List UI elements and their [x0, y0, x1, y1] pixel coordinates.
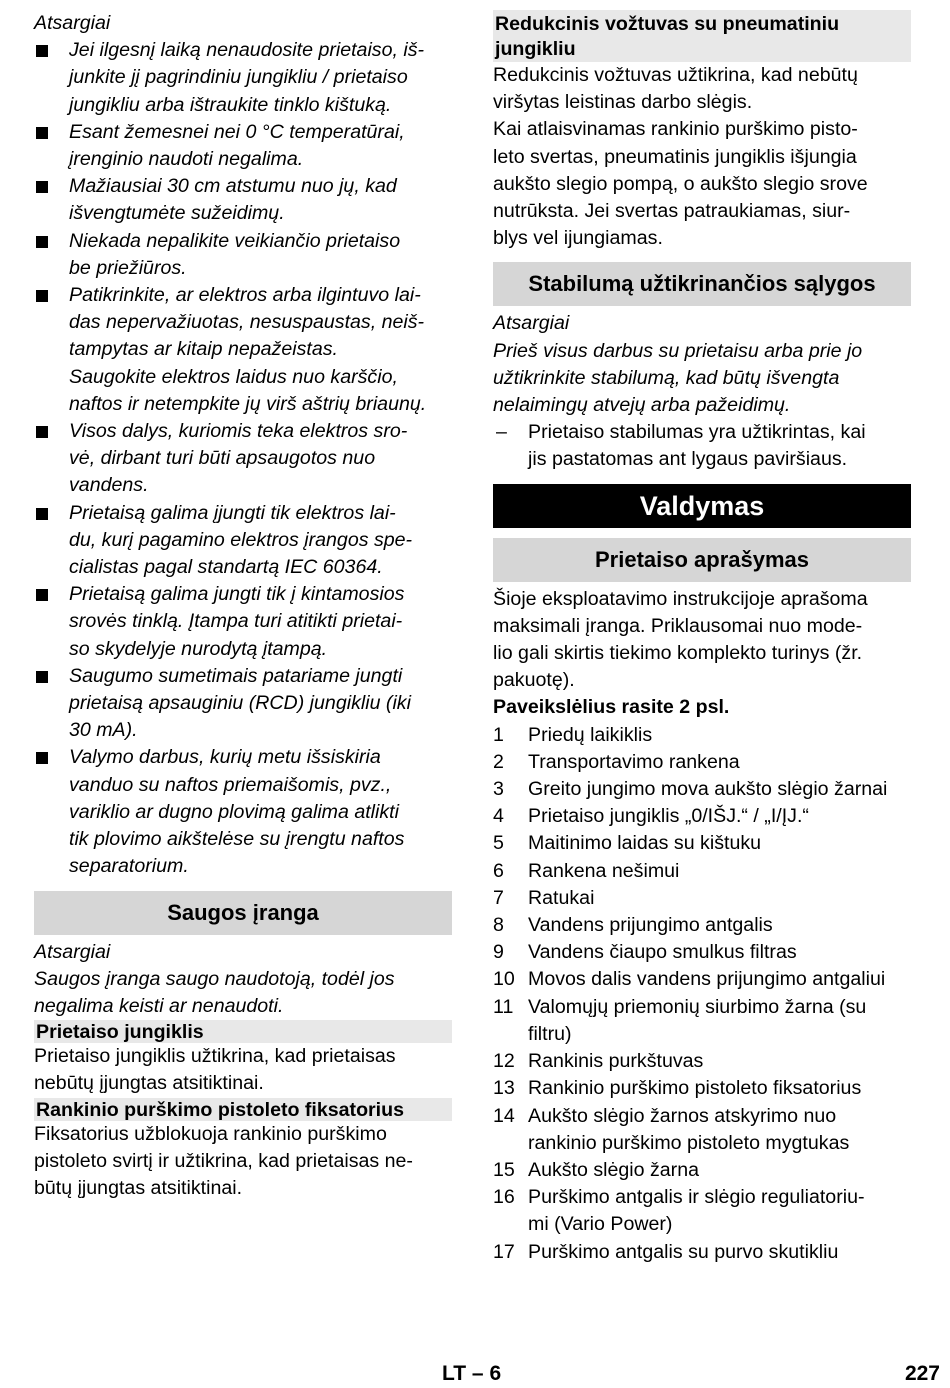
chapter-heading-operation: Valdymas [493, 484, 911, 528]
square-bullet-icon [36, 290, 48, 302]
part-name: Ratukai [528, 886, 595, 909]
subheading-reduction-valve: Redukcinis vožtuvas su pneumatiniu jungikliu [493, 10, 911, 62]
warning-label: Atsargiai [34, 12, 111, 34]
parts-list-item [493, 939, 911, 966]
warning-bullet-item [34, 282, 452, 364]
part-name: Vandens čiaupo smulkus filtras [528, 941, 797, 964]
footer-language-page: LT – 6 [442, 1362, 502, 1385]
part-number: 5 [493, 832, 504, 855]
bullet-text: Prietaisą galima įjungti tik elektros lai- du, kurį pagamino elektros įrangos spe- cialistas pagal standartą IEC 60364. [69, 501, 413, 579]
warning-bullet-item [34, 500, 452, 582]
bullet-text: Esant žemesnei nei 0 °C temperatūrai, įrenginio naudoti negalima. [69, 120, 405, 171]
description-text: Šioje eksploatavimo instrukcijoje aprašoma maksimali įranga. Priklausomai nuo mode- lio gali skirtis tiekimo komplekto turinys (žr. pakuotę). [493, 587, 868, 692]
part-number: 14 [493, 1104, 515, 1127]
parts-list-item [493, 1075, 911, 1102]
part-number: 9 [493, 941, 504, 964]
part-name: Transportavimo rankena [528, 750, 740, 773]
bullet-text: Jei ilgesnį laiką nenaudosite prietaiso, iš- junkite jį pagrindiniu jungikliu / prietaiso jungikliu arba ištraukite tinklo kištuką. [69, 39, 425, 116]
parts-list-item [493, 966, 911, 993]
part-name: Movos dalis vandens prijungimo antgaliui [528, 968, 886, 991]
parts-list-item [493, 912, 911, 939]
parts-list-item [493, 1157, 911, 1184]
square-bullet-icon [36, 181, 48, 193]
bullet-text: Prietaisą galima jungti tik į kintamosios srovės tinklą. Įtampa turi atitikti prietai- so skydelyje nurodytą įtampą. [69, 583, 405, 660]
parts-list-item [493, 994, 911, 1048]
square-bullet-icon [36, 671, 48, 683]
part-number: 8 [493, 914, 504, 937]
part-number: 2 [493, 750, 504, 773]
part-name: Greito jungimo mova aukšto slėgio žarnai [528, 778, 888, 801]
part-number: 3 [493, 778, 504, 801]
square-bullet-icon [36, 426, 48, 438]
warning-bullet-item [34, 581, 452, 663]
warning-label: Atsargiai [34, 940, 111, 963]
square-bullet-icon [36, 127, 48, 139]
dash-item-text: Prietaiso stabilumas yra užtikrintas, kai jis pastatomas ant lygaus paviršiaus. [528, 421, 866, 471]
part-number: 10 [493, 968, 515, 991]
bullet-text: Patikrinkite, ar elektros arba ilgintuvo lai- das nepervažiuotas, nesuspaustas, neiš- tampytas ar kitaip nepažeistas. [69, 284, 425, 361]
bullet-text: Niekada nepalikite veikiančio prietaiso be priežiūros. [69, 229, 401, 279]
parts-list-item [493, 1048, 911, 1075]
warning-label: Atsargiai [493, 312, 570, 335]
parts-list-item [493, 803, 911, 830]
part-number: 13 [493, 1077, 515, 1100]
warning-bullet-list-2 [34, 418, 452, 880]
part-name: Aukšto slėgio žarnos atskyrimo nuo rankinio purškimo pistoleto mygtukas [528, 1104, 850, 1154]
parts-list-item [493, 1184, 911, 1238]
section-heading-safety: Saugos įranga [34, 891, 452, 935]
part-name: Prietaiso jungiklis „0/IŠJ.“ / „I/ĮJ.“ [528, 805, 809, 828]
part-number: 7 [493, 886, 504, 909]
section-heading-description: Prietaiso aprašymas [493, 538, 911, 582]
square-bullet-icon [36, 589, 48, 601]
footer-page-number: 227 [904, 1362, 940, 1385]
page-footer [0, 1362, 950, 1388]
part-number: 16 [493, 1186, 515, 1209]
parts-list-item [493, 858, 911, 885]
subheading-gun-lock: Rankinio purškimo pistoleto fiksatorius [34, 1098, 452, 1121]
part-number: 17 [493, 1240, 515, 1263]
right-column [493, 10, 911, 1266]
part-name: Purškimo antgalis ir slėgio reguliatoriu- mi (Vario Power) [528, 1186, 865, 1236]
figures-note: Paveikslėlius rasite 2 psl. [493, 696, 730, 719]
safety-text: Saugos įranga saugo naudotoją, todėl jos negalima keisti ar nenaudoti. [34, 967, 395, 1017]
gun-lock-text: Fiksatorius užblokuoja rankinio purškimo pistoleto svirtį ir užtikrina, kad prietaisas ne- būtų įjungtas atsitiktinai. [34, 1122, 413, 1199]
stability-text: Prieš visus darbus su prietaisu arba prie jo užtikrinkite stabilumą, kad būtų išvengta nelaimingų atvejų arba pažeidimų. [493, 339, 863, 417]
parts-list-item [493, 1103, 911, 1157]
part-name: Rankinio purškimo pistoleto fiksatorius [528, 1077, 862, 1100]
device-switch-text: Prietaiso jungiklis užtikrina, kad prietaisas nebūtų įjungtas atsitiktinai. [34, 1045, 396, 1095]
warning-bullet-list [34, 37, 452, 363]
parts-list-item [493, 830, 911, 857]
warning-bullet-item [34, 663, 452, 745]
square-bullet-icon [36, 236, 48, 248]
left-column [34, 10, 452, 1202]
bullet-text: Visos dalys, kuriomis teka elektros sro- vė, dirbant turi būti apsaugotos nuo vandens. [69, 420, 408, 497]
warning-bullet-item [34, 173, 452, 227]
bullet-text: Mažiausiai 30 cm atstumu nuo jų, kad išvengtumėte sužeidimų. [69, 175, 397, 225]
warning-bullet-item [34, 37, 452, 119]
part-number: 15 [493, 1158, 515, 1181]
stability-dash-item [493, 419, 911, 473]
warning-bullet-item [34, 228, 452, 282]
parts-list-item [493, 722, 911, 749]
parts-list-item [493, 1239, 911, 1266]
part-name: Rankena nešimui [528, 859, 680, 882]
part-name: Vandens prijungimo antgalis [528, 914, 773, 937]
dash-mark: – [496, 421, 507, 444]
parts-list-item [493, 749, 911, 776]
part-number: 1 [493, 723, 504, 746]
part-name: Aukšto slėgio žarna [528, 1158, 699, 1181]
part-name: Priedų laikiklis [528, 723, 653, 746]
square-bullet-icon [36, 752, 48, 764]
part-name: Maitinimo laidas su kištuku [528, 832, 762, 855]
subheading-device-switch: Prietaiso jungiklis [34, 1020, 452, 1043]
square-bullet-icon [36, 45, 48, 57]
section-heading-stability: Stabilumą užtikrinančios sąlygos [493, 262, 911, 306]
warning-bullet-item [34, 418, 452, 500]
warning-bullet-item [34, 119, 452, 173]
bullet-text: Saugumo sumetimais patariame jungti prietaisą apsauginiu (RCD) jungikliu (iki 30 mA). [69, 664, 411, 742]
warning-bullet-item [34, 744, 452, 880]
parts-list-item [493, 776, 911, 803]
part-number: 6 [493, 859, 504, 882]
part-name: Purškimo antgalis su purvo skutikliu [528, 1240, 839, 1263]
part-number: 4 [493, 805, 504, 828]
bullet-continuation: Saugokite elektros laidus nuo karščio, naftos ir netempkite jų virš aštrių briaunų. [69, 365, 427, 415]
square-bullet-icon [36, 508, 48, 520]
parts-list-item [493, 885, 911, 912]
bullet-text: Valymo darbus, kurių metu išsiskiria vanduo su naftos priemaišomis, pvz., variklio ar dugno plovimą galima atlikti tik plovimo aikštelėse su įrengtu naftos separatorium. [69, 746, 405, 878]
parts-list [493, 722, 911, 1266]
part-number: 11 [493, 995, 514, 1018]
part-number: 12 [493, 1050, 515, 1073]
valve-text-1: Redukcinis vožtuvas užtikrina, kad nebūtų viršytas leistinas darbo slėgis. [493, 64, 858, 114]
part-name: Valomųjų priemonių siurbimo žarna (su filtru) [528, 995, 867, 1045]
part-name: Rankinis purkštuvas [528, 1050, 704, 1073]
valve-text-2: Kai atlaisvinamas rankinio purškimo pisto- leto svertas, pneumatinis jungiklis išjungia aukšto slegio pompą, o aukšto slegio srove nutrūksta. Jei svertas patraukiamas, siur- blys vel ijungiamas. [493, 118, 868, 250]
